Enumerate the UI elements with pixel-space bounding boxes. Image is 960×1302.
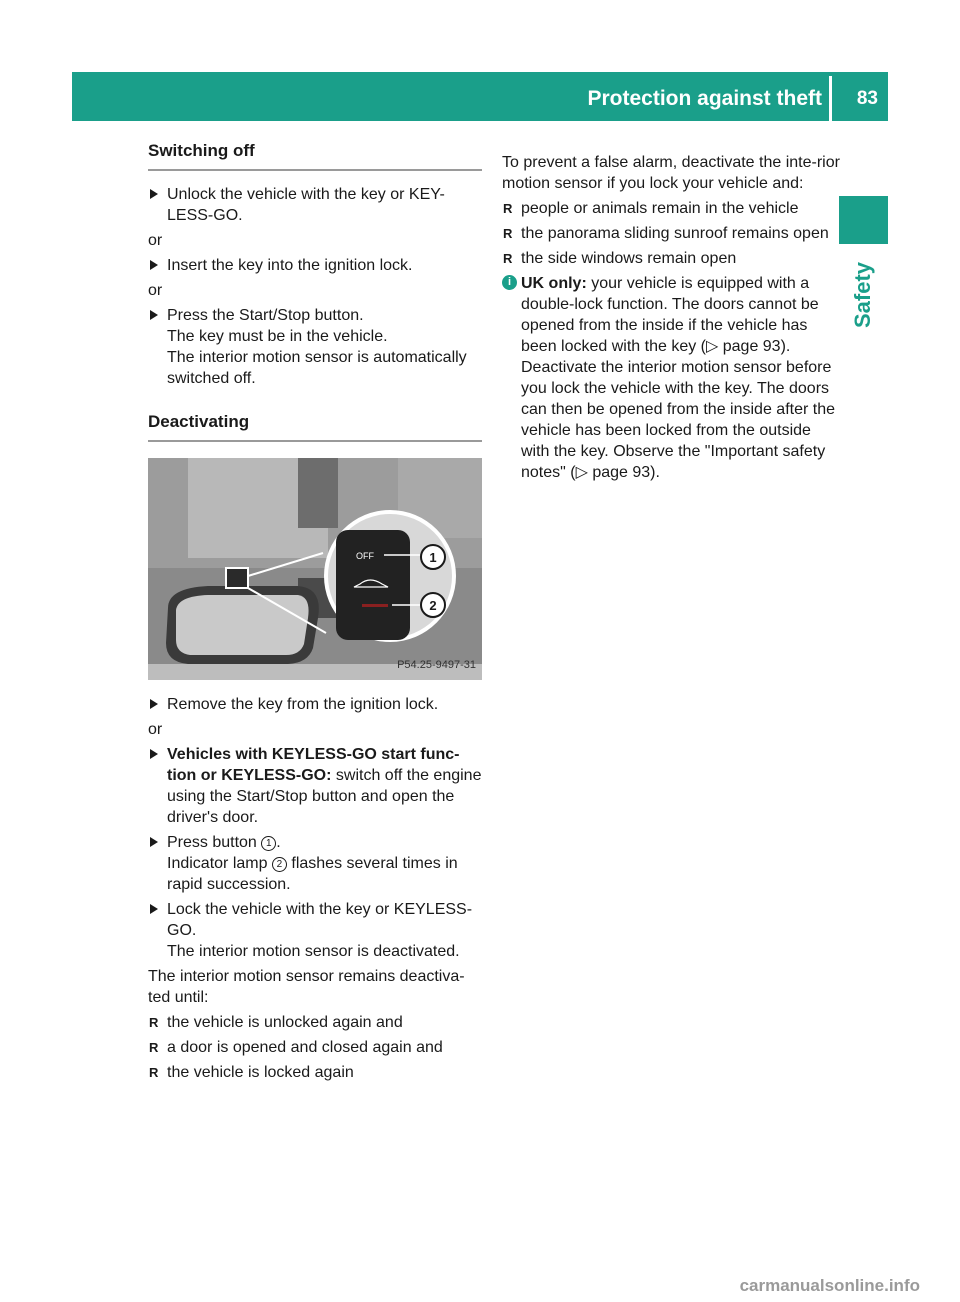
step-note: Indicator lamp 2 flashes several times in rapid succession. xyxy=(167,855,458,893)
list-item: R people or animals remain in the vehicle xyxy=(503,200,799,217)
figure-off-label: OFF xyxy=(356,551,374,561)
step-arrow-icon xyxy=(150,189,158,199)
step: Vehicles with KEYLESS-GO start func-tion or KEYLESS-GO: switch off the engine using the Start/Stop button and open the driver's door. xyxy=(148,744,482,828)
page-title: Protection against theft xyxy=(587,87,822,110)
section-tab xyxy=(839,196,888,244)
step-arrow-icon xyxy=(150,837,158,847)
heading-deactivating: Deactivating xyxy=(148,411,482,442)
bullet-icon: R xyxy=(503,201,513,216)
step: Lock the vehicle with the key or KEYLESS-GO. The interior motion sensor is deactivated. xyxy=(148,899,482,962)
step: Unlock the vehicle with the key or KEY-LESS-GO. xyxy=(148,184,482,226)
figure-interior-motion-sensor xyxy=(148,458,482,680)
or-text: or xyxy=(148,721,163,738)
left-column xyxy=(148,140,482,1087)
step-note: The key must be in the vehicle. xyxy=(167,328,388,345)
list-item: R the side windows remain open xyxy=(503,250,737,267)
or-text: or xyxy=(148,282,163,299)
step: Press button 1 . Indicator lamp 2 flashes several times in rapid succession. xyxy=(148,832,482,895)
bullet-icon: R xyxy=(503,226,513,241)
list-item: R the panorama sliding sunroof remains open xyxy=(503,225,829,242)
step: Remove the key from the ignition lock. xyxy=(148,694,482,715)
right-column xyxy=(502,152,840,483)
figure-illustration xyxy=(148,458,482,680)
heading-switching-off: Switching off xyxy=(148,140,482,171)
page-number: 83 xyxy=(856,88,878,109)
step-note: The interior motion sensor is automatically switched off. xyxy=(167,349,467,387)
figure-code: P54.25-9497-31 xyxy=(397,659,476,671)
or-text: or xyxy=(148,232,163,249)
step-arrow-icon xyxy=(150,904,158,914)
section-label: Safety xyxy=(850,261,875,329)
bullet-icon: R xyxy=(149,1015,159,1030)
figure-callout-1: 1 xyxy=(429,550,437,565)
bullet-icon: R xyxy=(149,1065,159,1080)
watermark: carmanualsonline.info xyxy=(739,1276,920,1295)
step: Press the Start/Stop button. The key must be in the vehicle. The interior motion sensor is automatically switched off. xyxy=(148,305,482,389)
paragraph: To prevent a false alarm, deactivate the inte-rior motion sensor if you lock your vehicle and: xyxy=(502,154,840,192)
figure-callout-2: 2 xyxy=(429,598,437,613)
header xyxy=(587,84,888,114)
list-item: R a door is opened and closed again and xyxy=(149,1039,443,1056)
callout-2: 2 xyxy=(272,857,287,872)
list-item: R the vehicle is locked again xyxy=(149,1064,354,1081)
step: Insert the key into the ignition lock. xyxy=(148,255,482,276)
paragraph: The interior motion sensor remains deactiva-ted until: xyxy=(148,968,465,1006)
header-separator xyxy=(829,76,832,121)
info-note: i UK only: your vehicle is equipped with a double-lock function. The doors cannot be opened from the inside if the vehicle has been locked with the key (▷ page 93). Deactivate the interior motion sensor before you lock the vehicle with the key. The doors can then be opened from the inside after the vehicle has been locked from the outside with the key. Observe the "Important safety notes" (▷ page 93). xyxy=(502,273,840,483)
step-arrow-icon xyxy=(150,699,158,709)
bullet-icon: R xyxy=(149,1040,159,1055)
callout-1: 1 xyxy=(261,836,276,851)
step-arrow-icon xyxy=(150,310,158,320)
step-note: The interior motion sensor is deactivated. xyxy=(167,943,460,960)
info-icon: i xyxy=(502,275,517,290)
step-arrow-icon xyxy=(150,749,158,759)
bullet-icon: R xyxy=(503,251,513,266)
step-arrow-icon xyxy=(150,260,158,270)
list-item: R the vehicle is unlocked again and xyxy=(149,1014,403,1031)
